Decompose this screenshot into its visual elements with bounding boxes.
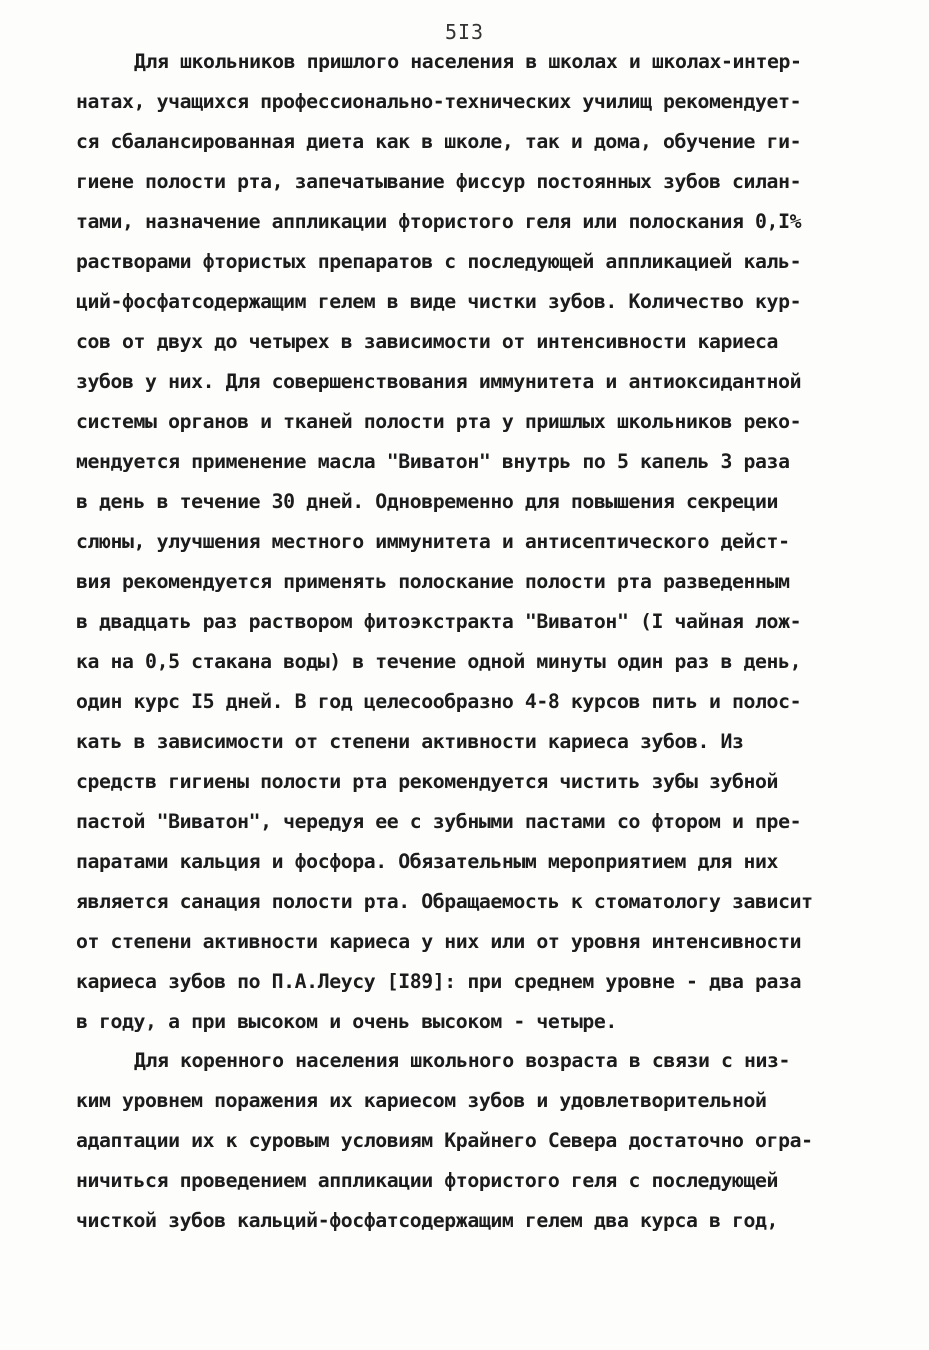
text-line: ничиться проведением аппликации фтористого геля с последующей — [76, 1169, 779, 1192]
text-line: паратами кальция и фосфора. Обязательным мероприятием для них — [76, 850, 779, 873]
text-line: слюны, улучшения местного иммунитета и антисептического дейст- — [76, 530, 790, 553]
text-line: растворами фтористых препаратов с последующей аппликацией каль- — [76, 250, 802, 273]
text-line: мендуется применение масла "Виватон" внутрь по 5 капель 3 раза — [76, 450, 790, 473]
text-line: от степени активности кариеса у них или от уровня интенсивности — [76, 930, 802, 953]
paragraph-1 — [76, 42, 866, 1042]
text-line: ся сбалансированная диета как в школе, так и дома, обучение ги- — [76, 130, 802, 153]
text-line: кать в зависимости от степени активности кариеса зубов. Из — [76, 730, 744, 753]
text-line: в двадцать раз раствором фитоэкстракта "Виватон" (I чайная лож- — [76, 610, 802, 633]
text-line: вия рекомендуется применять полоскание полости рта разведенным — [76, 570, 790, 593]
text-line: системы органов и тканей полости рта у пришлых школьников реко- — [76, 410, 802, 433]
text-line: Для коренного населения школьного возраста в связи с низ- — [134, 1049, 791, 1072]
text-line: сов от двух до четырех в зависимости от интенсивности кариеса — [76, 330, 779, 353]
text-line: адаптации их к суровым условиям Крайнего Севера достаточно огра- — [76, 1129, 813, 1152]
text-line: ка на 0,5 стакана воды) в течение одной минуты один раз в день, — [76, 650, 802, 673]
text-line: чисткой зубов кальций-фосфатсодержащим гелем два курса в год, — [76, 1209, 779, 1232]
text-line: один курс I5 дней. В год целесообразно 4-8 курсов пить и полос- — [76, 690, 802, 713]
text-line: гиене полости рта, запечатывание фиссур постоянных зубов силан- — [76, 170, 802, 193]
text-line: пастой "Виватон", чередуя ее с зубными пастами со фтором и пре- — [76, 810, 802, 833]
paragraph-2 — [76, 1041, 866, 1241]
text-line: в году, а при высоком и очень высоком - четыре. — [76, 1010, 617, 1033]
text-line: Для школьников пришлого населения в школах и школах-интер- — [134, 50, 802, 73]
text-line: средств гигиены полости рта рекомендуется чистить зубы зубной — [76, 770, 779, 793]
text-line: ций-фосфатсодержащим гелем в виде чистки зубов. Количество кур- — [76, 290, 802, 313]
text-line: тами, назначение аппликации фтористого геля или полоскания 0,I% — [76, 210, 802, 233]
text-line: ким уровнем поражения их кариесом зубов и удовлетворительной — [76, 1089, 767, 1112]
text-line: является санация полости рта. Обращаемость к стоматологу зависит — [76, 890, 813, 913]
text-line: в день в течение 30 дней. Одновременно для повышения секреции — [76, 490, 779, 513]
text-line: зубов у них. Для совершенствования иммунитета и антиоксидантной — [76, 370, 802, 393]
page-number: 5I3 — [444, 20, 485, 44]
text-line: натах, учащихся профессионально-технических училищ рекомендует- — [76, 90, 802, 113]
text-line: кариеса зубов по П.А.Леусу [I89]: при среднем уровне - два раза — [76, 970, 802, 993]
